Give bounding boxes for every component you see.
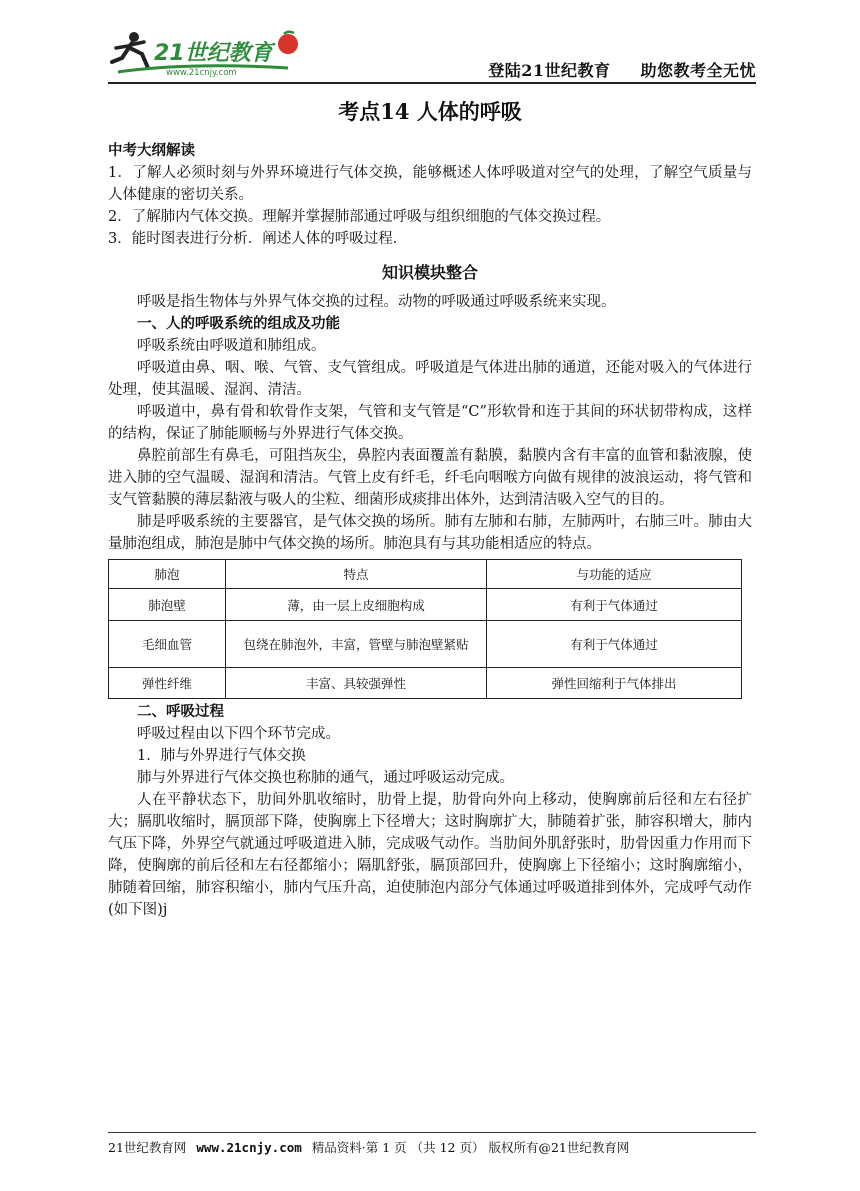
table-cell: 肺泡壁 [109,589,226,621]
site-logo [108,28,308,78]
outline-item-3: 3．能时图表进行分析．阐述人体的呼吸过程． [108,231,408,247]
table-cell: 弹性纤维 [109,668,226,699]
footer-right: 精品资料·第 1 页 （共 12 页） 版权所有@21世纪教育网 [311,1140,630,1155]
header-divider [108,82,756,84]
page-footer [108,1138,756,1156]
logo-url: www.21cnjy.com [166,68,237,78]
table-row [109,668,742,699]
slogan-left: 登陆21世纪教育 [488,61,611,80]
section-2-heading: 二、呼吸过程 [137,704,224,720]
section-2-paragraph: 1．肺与外界进行气体交换 [137,748,306,764]
footer-left: 21世纪教育网 [108,1140,187,1155]
table-cell: 毛细血管 [109,621,226,668]
table-header: 与功能的适应 [487,560,742,589]
section-2-paragraph: 呼吸过程由以下四个环节完成。 [137,726,340,742]
table-header-row [109,560,742,589]
logo-text: 21世纪教育 [154,41,273,66]
table-row [109,621,742,668]
table-cell: 弹性回缩利于气体排出 [487,668,742,699]
section-1-paragraph: 呼吸道由鼻、咽、喉、气管、支气管组成。呼吸道是气体进出肺的通道，还能对吸入的气体进行处理，使其温暖、湿润、清洁。 [108,360,752,398]
section-1-paragraph: 鼻腔前部生有鼻毛，可阻挡灰尘，鼻腔内表面覆盖有黏膜，黏膜内含有丰富的血管和黏液腺，使进入肺的空气温暖、湿润和清洁。气管上皮有纤毛，纤毛向咽喉方向做有规律的波浪运动，将气管和支气管黏膜的薄层黏液与吸人的尘粒、细菌形成痰排出体外，达到清洁吸入空气的目的。 [108,448,752,508]
document-body [108,96,752,921]
slogan-right: 助您教考全无忧 [640,61,756,80]
section-1-paragraph: 呼吸系统由呼吸道和肺组成。 [137,338,326,354]
section-1-paragraph: 肺是呼吸系统的主要器官，是气体交换的场所。肺有左肺和右肺，左肺两叶，右肺三叶。肺由大量肺泡组成，肺泡是肺中气体交换的场所。肺泡具有与其功能相适应的特点。 [108,514,752,552]
table-header: 特点 [226,560,487,589]
section-1-heading: 一、人的呼吸系统的组成及功能 [137,316,340,332]
page-title: 考点14 人体的呼吸 [338,99,522,124]
alveolus-table [108,559,742,699]
table-cell: 有利于气体通过 [487,589,742,621]
module-title: 知识模块整合 [381,263,478,282]
section-2-paragraph: 肺与外界进行气体交换也称肺的通气，通过呼吸运动完成。 [137,770,514,786]
outline-item-1: 1．了解人必须时刻与外界环境进行气体交换，能够概述人体呼吸道对空气的处理，了解空气质量与人体健康的密切关系。 [108,165,752,203]
outline-item-2: 2．了解肺内气体交换。理解并掌握肺部通过呼吸与组织细胞的气体交换过程。 [108,209,611,225]
table-cell: 包绕在肺泡外，丰富，管壁与肺泡壁紧贴 [226,621,487,668]
footer-divider [108,1132,756,1133]
footer-site-link[interactable]: www.21cnjy.com [196,1140,302,1155]
section-1-paragraph: 呼吸道中，鼻有骨和软骨作支架，气管和支气管是“C”形软骨和连于其间的环状韧带构成，这样的结构，保证了肺能顺畅与外界进行气体交换。 [108,404,752,442]
page-header [108,28,756,82]
intro-paragraph: 呼吸是指生物体与外界气体交换的过程。动物的呼吸通过呼吸系统来实现。 [137,294,616,310]
table-row [109,589,742,621]
table-header: 肺泡 [109,560,226,589]
table-cell: 有利于气体通过 [487,621,742,668]
table-cell: 丰富、具较强弹性 [226,668,487,699]
outline-heading: 中考大纲解读 [108,143,195,159]
section-2-paragraph: 人在平静状态下，肋间外肌收缩时，肋骨上提，肋骨向外向上移动，使胸廓前后径和左右径扩大；膈肌收缩时，膈顶部下降，使胸廓上下径增大；这时胸廓扩大，肺随着扩张，肺容积增大，肺内气压下降，外界空气就通过呼吸道进入肺，完成吸气动作。当肋间外肌舒张时，肋骨因重力作用而下降，使胸廓的前后径和左右径都缩小；隔肌舒张，膈顶部回升，使胸廓上下径缩小；这时胸廓缩小，肺随着回缩，肺容积缩小，肺内气压升高，迫使肺泡内部分气体通过呼吸道排到体外，完成呼气动作(如下图)j [108,792,752,918]
header-slogan [488,58,756,81]
table-cell: 薄，由一层上皮细胞构成 [226,589,487,621]
